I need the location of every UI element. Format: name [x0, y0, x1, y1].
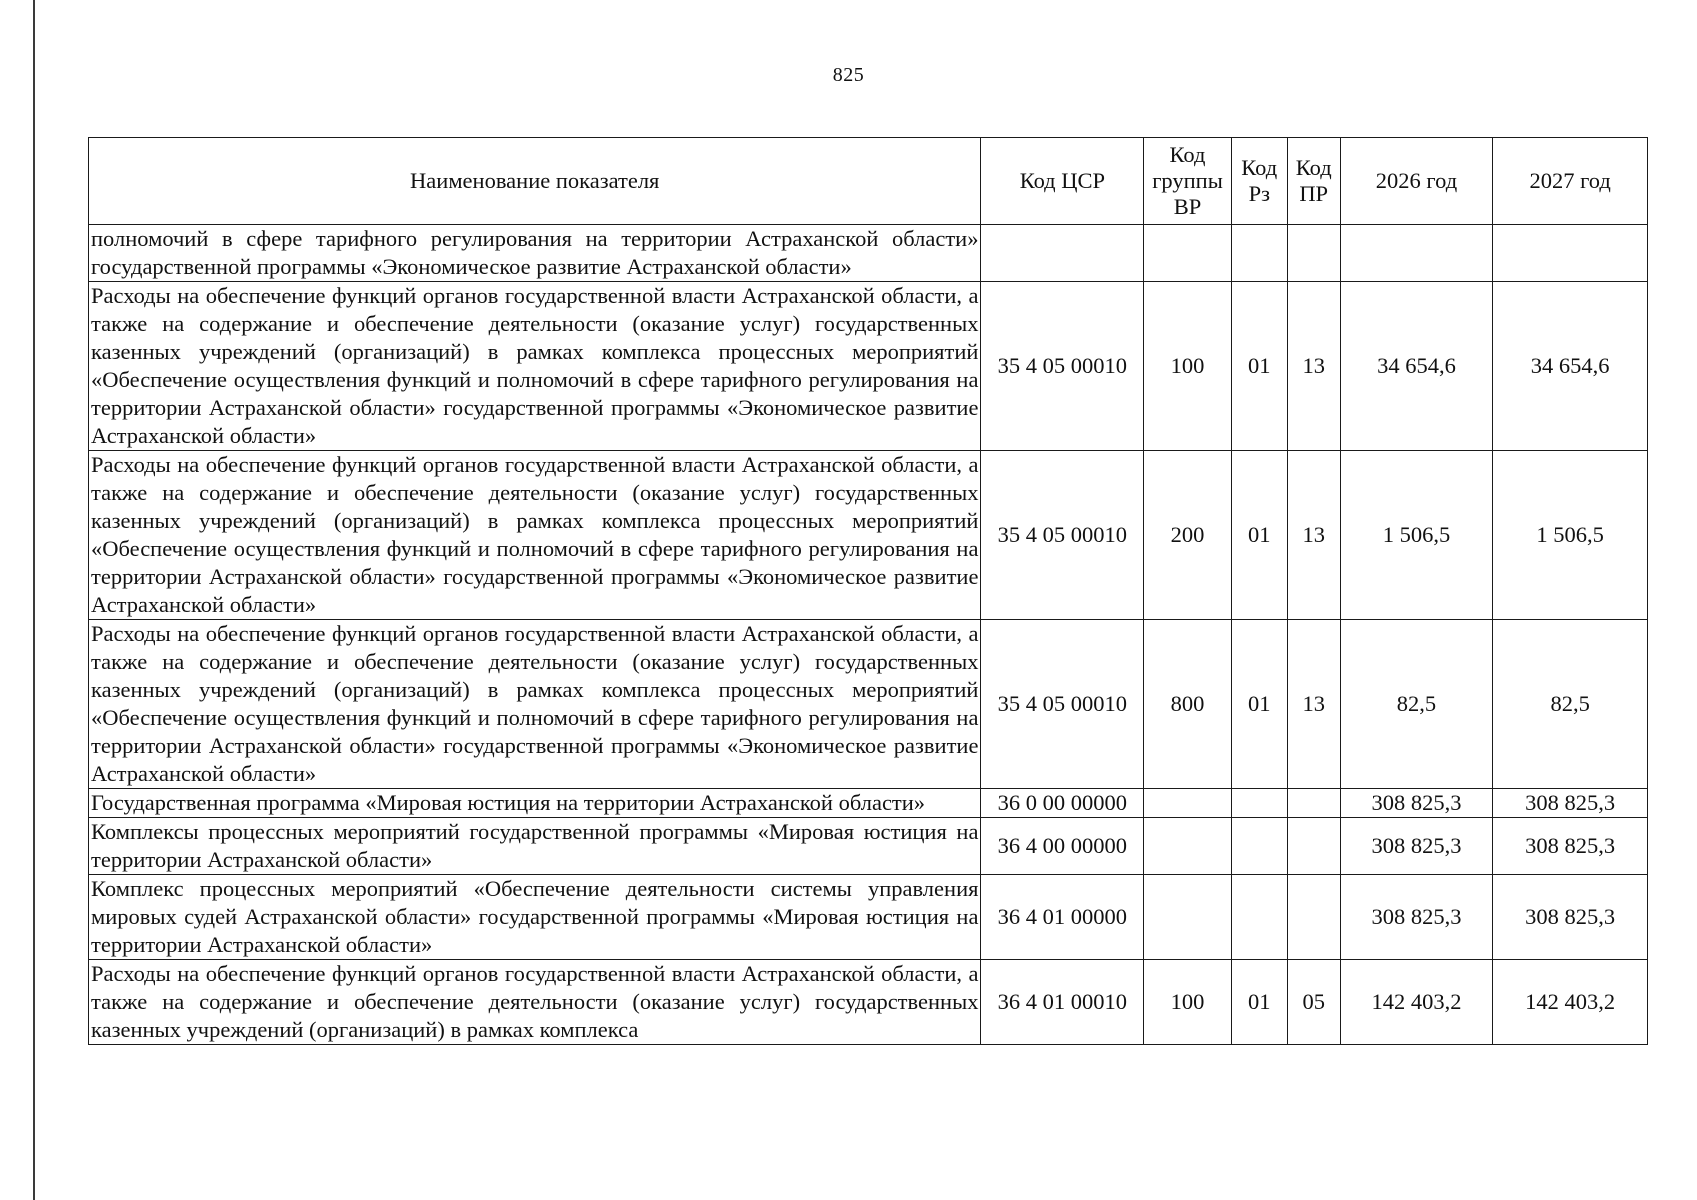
row-pr-code	[1287, 789, 1340, 818]
row-amount-2027: 82,5	[1493, 620, 1648, 789]
table-header-row	[89, 138, 1648, 225]
row-vr-code: 800	[1144, 620, 1232, 789]
row-name: Комплексы процессных мероприятий государственной программы «Мировая юстиция на территории Астраханской области»	[89, 818, 981, 875]
row-amount-2027: 308 825,3	[1493, 789, 1648, 818]
row-amount-2027: 308 825,3	[1493, 875, 1648, 960]
row-csr-code: 36 0 00 00000	[981, 789, 1144, 818]
row-rz-code: 01	[1231, 451, 1287, 620]
page-number: 825	[832, 64, 865, 86]
row-rz-code	[1231, 225, 1287, 282]
row-vr-code	[1144, 225, 1232, 282]
row-vr-code	[1144, 789, 1232, 818]
row-csr-code: 36 4 01 00010	[981, 960, 1144, 1045]
row-amount-2027: 308 825,3	[1493, 818, 1648, 875]
row-amount-2026: 34 654,6	[1340, 282, 1493, 451]
row-amount-2027: 142 403,2	[1493, 960, 1648, 1045]
row-rz-code: 01	[1231, 960, 1287, 1045]
table-row	[89, 282, 1648, 451]
row-rz-code: 01	[1231, 620, 1287, 789]
table-row	[89, 818, 1648, 875]
row-amount-2026: 308 825,3	[1340, 818, 1493, 875]
row-amount-2027: 1 506,5	[1493, 451, 1648, 620]
row-pr-code	[1287, 818, 1340, 875]
header-vr-code: Код группы ВР	[1144, 138, 1232, 225]
row-csr-code: 35 4 05 00010	[981, 282, 1144, 451]
row-vr-code: 200	[1144, 451, 1232, 620]
table-row	[89, 451, 1648, 620]
row-vr-code	[1144, 875, 1232, 960]
scan-edge-line	[33, 0, 35, 1200]
row-vr-code	[1144, 818, 1232, 875]
row-csr-code	[981, 225, 1144, 282]
row-pr-code	[1287, 225, 1340, 282]
row-csr-code: 36 4 01 00000	[981, 875, 1144, 960]
row-name: полномочий в сфере тарифного регулирования на территории Астраханской области» государственной программы «Экономическое развитие Астраханской области»	[89, 225, 981, 282]
row-rz-code	[1231, 818, 1287, 875]
row-pr-code	[1287, 875, 1340, 960]
row-csr-code: 35 4 05 00010	[981, 451, 1144, 620]
row-vr-code: 100	[1144, 960, 1232, 1045]
row-rz-code: 01	[1231, 282, 1287, 451]
header-csr-code: Код ЦСР	[981, 138, 1144, 225]
row-pr-code: 13	[1287, 282, 1340, 451]
row-name: Расходы на обеспечение функций органов государственной власти Астраханской области, а также на содержание и обеспечение деятельности (оказание услуг) государственных казенных учреждений (организаций) в рамках комплекса процессных мероприятий «Обеспечение осуществления функций и полномочий в сфере тарифного регулирования на территории Астраханской области» государственной программы «Экономическое развитие Астраханской области»	[89, 282, 981, 451]
row-csr-code: 35 4 05 00010	[981, 620, 1144, 789]
row-pr-code: 05	[1287, 960, 1340, 1045]
table-row	[89, 960, 1648, 1045]
row-rz-code	[1231, 875, 1287, 960]
row-amount-2026: 82,5	[1340, 620, 1493, 789]
budget-table	[88, 137, 1648, 1045]
header-year-2026: 2026 год	[1340, 138, 1493, 225]
row-amount-2026: 1 506,5	[1340, 451, 1493, 620]
row-amount-2026	[1340, 225, 1493, 282]
header-pr-code: Код ПР	[1287, 138, 1340, 225]
row-name: Расходы на обеспечение функций органов государственной власти Астраханской области, а также на содержание и обеспечение деятельности (оказание услуг) государственных казенных учреждений (организаций) в рамках комплекса процессных мероприятий «Обеспечение осуществления функций и полномочий в сфере тарифного регулирования на территории Астраханской области» государственной программы «Экономическое развитие Астраханской области»	[89, 620, 981, 789]
table-row	[89, 620, 1648, 789]
header-name: Наименование показателя	[89, 138, 981, 225]
header-rz-code: Код Рз	[1231, 138, 1287, 225]
row-name: Расходы на обеспечение функций органов государственной власти Астраханской области, а также на содержание и обеспечение деятельности (оказание услуг) государственных казенных учреждений (организаций) в рамках комплекса	[89, 960, 981, 1045]
row-csr-code: 36 4 00 00000	[981, 818, 1144, 875]
row-pr-code: 13	[1287, 451, 1340, 620]
row-amount-2027: 34 654,6	[1493, 282, 1648, 451]
row-amount-2026: 308 825,3	[1340, 875, 1493, 960]
row-amount-2027	[1493, 225, 1648, 282]
row-name: Расходы на обеспечение функций органов государственной власти Астраханской области, а также на содержание и обеспечение деятельности (оказание услуг) государственных казенных учреждений (организаций) в рамках комплекса процессных мероприятий «Обеспечение осуществления функций и полномочий в сфере тарифного регулирования на территории Астраханской области» государственной программы «Экономическое развитие Астраханской области»	[89, 451, 981, 620]
row-rz-code	[1231, 789, 1287, 818]
table-row	[89, 875, 1648, 960]
header-year-2027: 2027 год	[1493, 138, 1648, 225]
row-amount-2026: 142 403,2	[1340, 960, 1493, 1045]
row-amount-2026: 308 825,3	[1340, 789, 1493, 818]
row-pr-code: 13	[1287, 620, 1340, 789]
table-row	[89, 225, 1648, 282]
row-name: Комплекс процессных мероприятий «Обеспечение деятельности системы управления мировых судей Астраханской области» государственной программы «Мировая юстиция на территории Астраханской области»	[89, 875, 981, 960]
table-row	[89, 789, 1648, 818]
row-name: Государственная программа «Мировая юстиция на территории Астраханской области»	[89, 789, 981, 818]
row-vr-code: 100	[1144, 282, 1232, 451]
